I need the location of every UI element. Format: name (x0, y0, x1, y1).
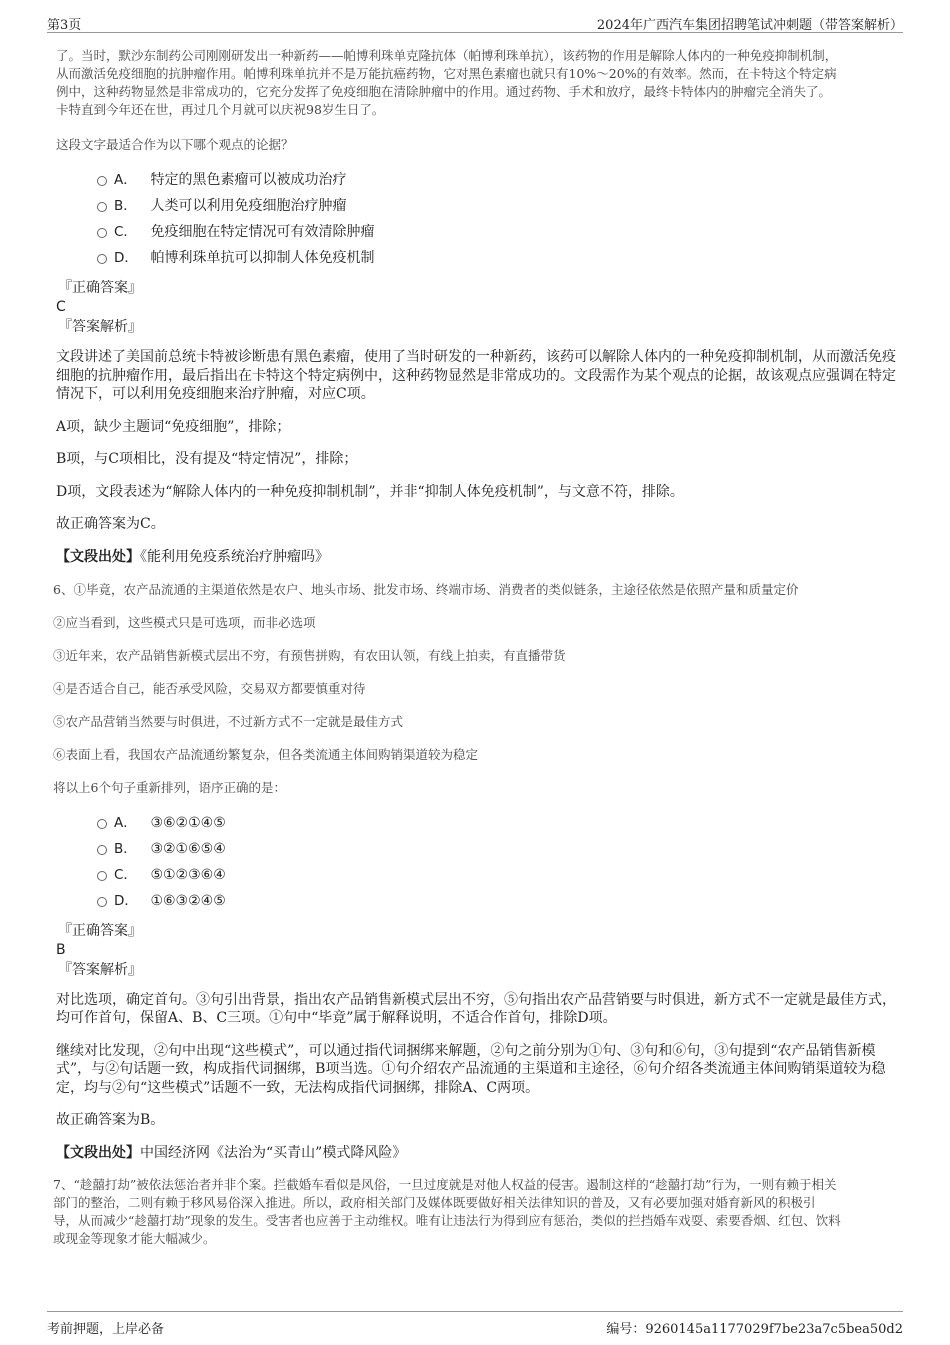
radio-icon[interactable] (97, 176, 107, 186)
option-letter: C． (114, 224, 137, 240)
q5-source (56, 548, 898, 566)
q6-option-c[interactable] (56, 862, 898, 888)
q6-statements (53, 581, 898, 797)
option-text: ⑤①②③⑥④ (150, 866, 226, 883)
source-label: 【文段出处】 (56, 1144, 140, 1161)
radio-icon[interactable] (97, 871, 107, 881)
q5-analysis-para: B项，与C项相比，没有提及“特定情况”，排除； (56, 451, 358, 467)
page-number: 第3页 (47, 18, 82, 33)
option-text: 帕博利珠单抗可以抑制人体免疫机制 (150, 250, 375, 266)
option-text: ①⑥③②④⑤ (150, 892, 226, 909)
q6-option-b[interactable] (56, 836, 898, 862)
q6-analysis-para: 故正确答案为B。 (56, 1112, 165, 1128)
q5-passage-line: 卡特直到今年还在世，再过几个月就可以庆祝98岁生日了。 (56, 102, 385, 117)
q6-options (56, 810, 898, 914)
q6-statement: ⑥表面上看，我国农产品流通纷繁复杂，但各类流通主体间购销渠道较为稳定 (53, 746, 479, 762)
radio-icon[interactable] (97, 845, 107, 855)
radio-icon[interactable] (97, 254, 107, 264)
option-text: ③②①⑥⑤④ (150, 840, 226, 857)
q6-option-a[interactable] (56, 810, 898, 836)
q6-answer-value: B (56, 941, 66, 958)
radio-icon[interactable] (97, 897, 107, 907)
option-text: ③⑥②①④⑤ (150, 814, 226, 831)
q5-analysis-label: 『答案解析』 (58, 319, 142, 335)
q5-analysis-para: D项，文段表述为“解除人体内的一种免疫抑制机制”，并非“抑制人体免疫机制”，与文意不符，排除。 (56, 483, 684, 500)
q5-option-c[interactable] (56, 219, 898, 245)
option-letter: D． (114, 892, 138, 909)
radio-icon[interactable] (97, 228, 107, 238)
q7-passage (53, 1176, 898, 1248)
q5-prompt: 这段文字最适合作为以下哪个观点的论据？ (56, 137, 294, 152)
q6-analysis-label: 『答案解析』 (58, 961, 142, 978)
source-label: 【文段出处】 (56, 548, 140, 565)
footer-slogan: 考前押题，上岸必备 (47, 1322, 165, 1337)
q6-statement: ④是否适合自己，能否承受风险，交易双方都要慎重对待 (53, 680, 366, 696)
q7-passage-line: 7、“趁囍打劫”被依法惩治者并非个案。拦截婚车看似是风俗，一旦过度就是对他人权益的侵害。遏制这样的“趁囍打劫”行为，一则有赖于相关 (53, 1176, 837, 1192)
q6-statement: ②应当看到，这些模式只是可选项，而非必选项 (53, 614, 316, 630)
q7-passage-line: 导，从而减少“趁囍打劫”现象的发生。受害者也应善于主动维权。唯有让违法行为得到应有惩治，类似的拦挡婚车戏耍、索要香烟、红包、饮料 (53, 1212, 841, 1228)
option-text: 人类可以利用免疫细胞治疗肿瘤 (150, 198, 347, 214)
q5-analysis-para: A项，缺少主题词“免疫细胞”，排除； (56, 418, 291, 435)
option-letter: B． (114, 840, 137, 857)
q6-statement: 6、①毕竟，农产品流通的主渠道依然是农户、地头市场、批发市场、终端市场、消费者的类似链条，主途径依然是依照产量和质量定价 (53, 581, 799, 597)
q6-source (56, 1144, 898, 1162)
source-text: 《能利用免疫系统治疗肿瘤吗》 (140, 548, 329, 565)
q5-passage-line: 了。当时，默沙东制药公司刚刚研发出一种新药——帕博利珠单克隆抗体（帕博利珠单抗），该药物的作用是解除人体内的一种免疫抑制机制， (56, 48, 838, 63)
q5-option-b[interactable] (56, 193, 898, 219)
option-letter: A． (114, 814, 137, 831)
q5-options (56, 167, 898, 271)
q7-passage-line: 或现金等现象才能大幅减少。 (53, 1230, 216, 1246)
page-header (47, 10, 903, 33)
footer-code: 编号：9260145a1177029f7be23a7c5bea50d2 (606, 1322, 903, 1337)
q6-analysis-para: 继续对比发现，②句中出现“这些模式”，可以通过指代词捆绑来解题，②句之前分别为①句、③句和⑥句，③句提到“农产品销售新模式”，与②句话题一致，构成指代词捆绑，B项当选。①句介绍农产品流通的主渠道和主途径，⑥句介绍各类流通主体间购销渠道较为稳定，均与②句“这些模式”话题不一致，无法构成指代词捆绑，排除A、C两项。 (56, 1042, 886, 1096)
q5-option-d[interactable] (56, 245, 898, 271)
radio-icon[interactable] (97, 819, 107, 829)
q5-analysis-para: 故正确答案为C。 (56, 516, 165, 532)
q5-passage (56, 47, 898, 119)
document-title: 2024年广西汽车集团招聘笔试冲刺题（带答案解析） (596, 18, 903, 33)
q6-statement: ③近年来，农产品销售新模式层出不穷，有预售拼购，有农田认领，有线上拍卖，有直播带货 (53, 647, 566, 663)
radio-icon[interactable] (97, 202, 107, 212)
q5-passage-line: 例中，这种药物显然是非常成功的，它充分发挥了免疫细胞在清除肿瘤中的作用。通过药物、手术和放疗，最终卡特体内的肿瘤完全消失了。 (56, 84, 832, 99)
q6-prompt: 将以上6个句子重新排列，语序正确的是： (53, 779, 286, 795)
q6-answer-label: 『正确答案』 (58, 922, 142, 939)
q5-option-a[interactable] (56, 167, 898, 193)
option-letter: C． (114, 866, 137, 883)
page-content (53, 42, 898, 1248)
q6-statement: ⑤农产品营销当然要与时俱进，不过新方式不一定就是最佳方式 (53, 713, 404, 729)
source-text: 中国经济网《法治为“买青山”模式降风险》 (140, 1144, 407, 1161)
option-text: 特定的黑色素瘤可以被成功治疗 (150, 172, 347, 188)
q6-option-d[interactable] (56, 888, 898, 914)
q5-passage-line: 从而激活免疫细胞的抗肿瘤作用。帕博利珠单抗并不是万能抗癌药物，它对黑色素瘤也就只有10%～20%的有效率。然而，在卡特这个特定病 (56, 66, 837, 81)
q5-analysis-para: 文段讲述了美国前总统卡特被诊断患有黑色素瘤，使用了当时研发的一种新药，该药可以解除人体内的一种免疫抑制机制，从而激活免疫细胞的抗肿瘤作用，最后指出在卡特这个特定病例中，这种药物显然是非常成功的。文段需作为某个观点的论据，故该观点应强调在特定情况下，可以利用免疫细胞来治疗肿瘤，对应C项。 (56, 349, 896, 402)
q6-analysis-para: 对比选项，确定首句。③句引出背景，指出农产品销售新模式层出不穷，⑤句指出农产品营销要与时俱进，新方式不一定就是最佳方式，均可作首句，保留A、B、C三项。①句中“毕竟”属于解释说明，不适合作首句，排除D项。 (56, 991, 896, 1026)
option-letter: B． (114, 198, 137, 214)
option-letter: D． (114, 250, 138, 266)
option-text: 免疫细胞在特定情况可有效清除肿瘤 (150, 224, 375, 240)
q5-answer-value: C (56, 299, 66, 315)
q7-passage-line: 部门的整治，二则有赖于移风易俗深入推进。所以，政府相关部门及媒体既要做好相关法律知识的普及，又有必要加强对婚育新风的积极引 (53, 1194, 816, 1210)
option-letter: A． (114, 172, 137, 188)
q5-answer-label: 『正确答案』 (58, 280, 142, 296)
page-footer (47, 1311, 903, 1336)
